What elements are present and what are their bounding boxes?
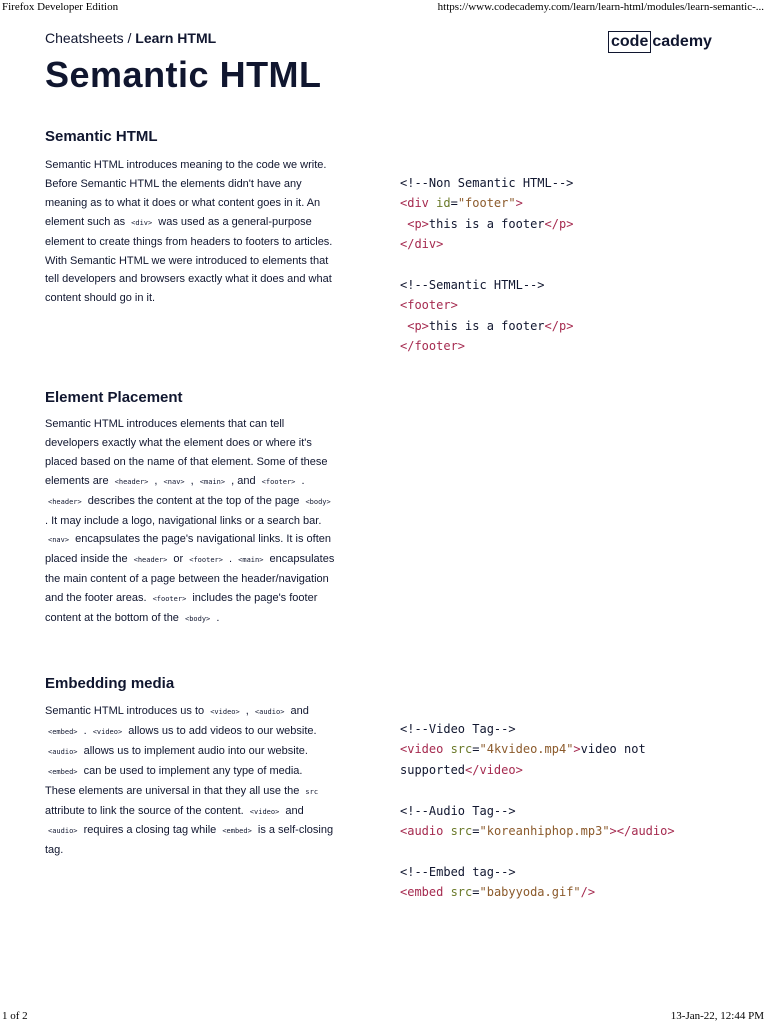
page-title: Semantic HTML xyxy=(45,54,322,95)
code-example-media: <!--Video Tag--> <video src="4kvideo.mp4">video not supported</video> <!--Audio Tag--> <audio src="koreanhiphop.mp3"></audio> <!--Embed tag--> <embed src="babyyoda.gif"/> xyxy=(400,722,675,900)
section-text-placement: Semantic HTML introduces elements that can tell developers exactly what the element does or where it's placed based on the name of that element. Some of these elements are <header> , <nav> , <main> , and <footer> . <header> describes the content at the top of the page <body> . It may include a logo, navigational links or a search bar. <nav> encapsulates the page's navigational links. It is often placed inside the <header> or <footer> . <main> encapsulates the main content of a page between the header/navigation and the footer areas. <footer> includes the page's footer content at the bottom of the <body> . xyxy=(45,418,335,625)
codecademy-logo[interactable] xyxy=(608,31,712,53)
breadcrumb-cheatsheets[interactable]: Cheatsheets xyxy=(45,30,124,46)
section-heading-semantic: Semantic HTML xyxy=(45,128,158,145)
section-heading-placement: Element Placement xyxy=(45,389,183,406)
section-heading-media: Embedding media xyxy=(45,675,175,692)
print-footer xyxy=(0,1008,768,1024)
logo-code: code xyxy=(608,31,651,53)
breadcrumb-current[interactable]: Learn HTML xyxy=(135,30,217,46)
section-text-semantic: Semantic HTML introduces meaning to the code we write. Before Semantic HTML the elements didn't have any meaning as to what it does or what content goes in it. An element such as <div> was used as a general-purpose element to create things from headers to footers to articles. With Semantic HTML we were introduced to elements that tell developers and browsers exactly what it does and what content should go in it. xyxy=(45,159,333,305)
page-url: https://www.codecademy.com/learn/learn-html/modules/learn-semantic-... xyxy=(437,1,764,13)
code-example-semantic: <!--Non Semantic HTML--> <div id="footer"> <p>this is a footer</p> </div> <!--Semantic HTML--> <footer> <p>this is a footer</p> </footer> xyxy=(400,176,574,354)
logo-cademy: cademy xyxy=(652,33,712,50)
print-datetime: 13-Jan-22, 12:44 PM xyxy=(670,1010,764,1022)
page-number: 1 of 2 xyxy=(2,1010,28,1022)
breadcrumb: Cheatsheets / Learn HTML xyxy=(45,30,217,46)
print-header xyxy=(0,0,768,16)
browser-name: Firefox Developer Edition xyxy=(2,1,119,13)
code-div: <div> xyxy=(131,218,153,227)
section-text-media: Semantic HTML introduces us to <video> , <audio> and <embed> . <video> allows us to add videos to our website. <audio> allows us to implement audio into our website. <embed> can be used to implement any type of media. These elements are universal in that they all use the src attribute to link the source of the content. <video> and <audio> requires a closing tag while <embed> is a self-closing tag. xyxy=(45,705,334,857)
